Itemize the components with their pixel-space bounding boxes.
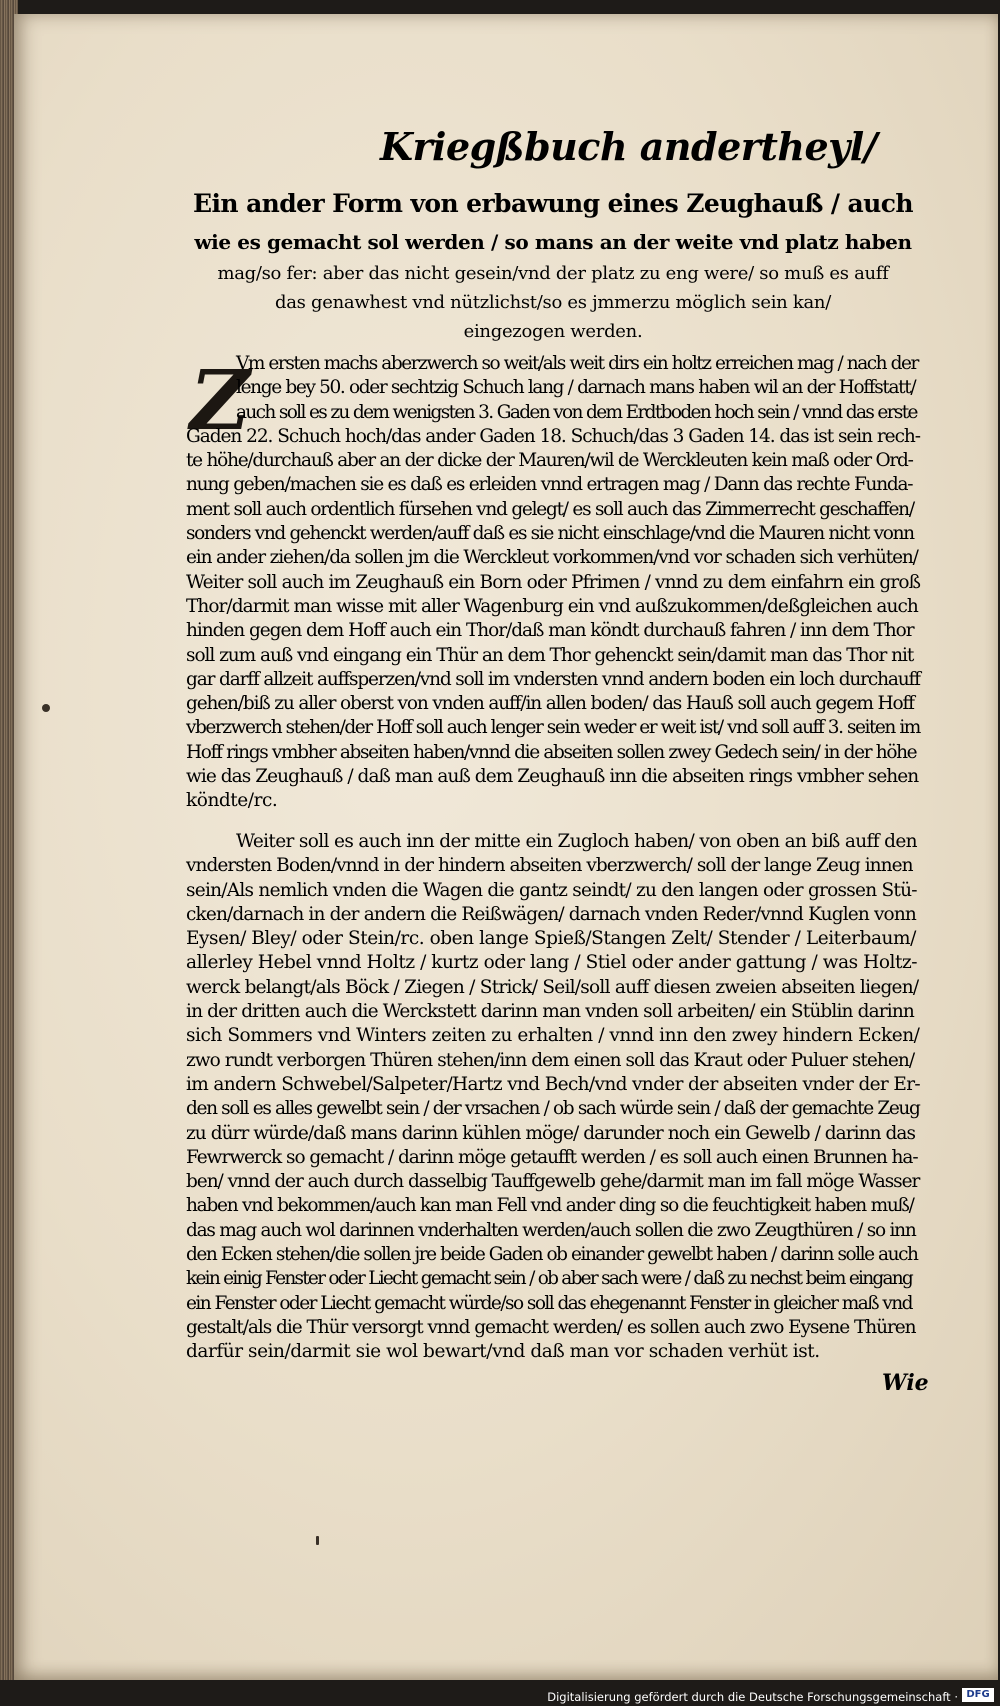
text-line: te höhe/durchauß aber an der dicke der Mauren/wil de Werckleuten kein maß oder Ord- (186, 450, 913, 472)
text-line: sein/Als nemlich vnden die Wagen die gantz seindt/ zu den langen oder grossen Stü- (186, 879, 917, 901)
text-line: hinden gegen dem Hoff auch ein Thor/daß man köndt durchauß fahren / inn dem Thor (186, 620, 914, 642)
text-line: kein einig Fenster oder Liecht gemacht sein / ob aber sach were / daß zu nechst beim eingang (186, 1268, 912, 1290)
paragraph-1 (186, 352, 920, 814)
paragraph-2 (186, 830, 920, 1365)
title-line-3: mag/so fer: aber das nicht gesein/vnd der platz zu eng were/ so muß es auff (217, 263, 889, 284)
text-line: allerley Hebel vnnd Holtz / kurtz oder lang / Stiel oder ander gattung / was Holtz- (186, 952, 918, 974)
text-line: das mag auch wol darinnen vnderhalten werden/auch sollen die zwo Zeugthüren / so inn (186, 1219, 916, 1241)
text-line: köndte/rc. (186, 790, 278, 812)
title-line-1: Ein ander Form von erbawung eines Zeughauß / auch (193, 189, 913, 218)
text-line: soll zum auß vnd eingang ein Thür an dem Thor gehenckt sein/damit man das Thor nit (186, 644, 914, 666)
text-line: zu dürr würde/daß mans darinn kühlen möge/ darunder noch ein Gewelb / darinn das (186, 1122, 915, 1144)
text-line: ein ander ziehen/da sollen jm die Werckleut vorkommen/vnd vor schaden sich verhüten/ (186, 547, 918, 569)
running-head: Kriegßbuch andertheyl/ (380, 124, 878, 169)
text-line: werck belangt/als Böck / Ziegen / Strick/ Seil/soll auff diesen zweien abseiten liegen/ (186, 976, 919, 998)
ink-speck (42, 704, 50, 712)
text-line: darfür sein/darmit sie wol bewart/vnd daß man vor schaden verhüt ist. (186, 1341, 820, 1363)
text-line: Fewrwerck so gemacht / darinn möge getaufft werden / es soll auch einen Brunnen ha- (186, 1146, 918, 1168)
text-line: gehen/biß zu aller oberst von vnden auff/in allen boden/ das Hauß soll auch gegem Hoff (186, 693, 914, 715)
text-line: Gaden 22. Schuch hoch/das ander Gaden 18. Schuch/das 3 Gaden 14. das ist sein rech- (186, 425, 920, 447)
text-line: Vm ersten machs aberzwerch so weit/als weit dirs ein holtz erreichen mag / nach der (236, 353, 918, 374)
text-line: wie das Zeughauß / daß man auß dem Zeughauß inn die abseiten rings vmbher sehen (186, 766, 919, 788)
text-line: sich Sommers vnd Winters zeiten zu erhalten / vnnd inn den zwey hindern Ecken/ (186, 1025, 920, 1047)
ink-speck (316, 1536, 319, 1545)
text-line: gestalt/als die Thür versorgt vnnd gemacht werden/ es sollen auch zwo Eysene Thüren (186, 1316, 916, 1338)
text-line: nung geben/machen sie es daß es erleiden vnnd ertragen mag / Dann das rechte Funda- (186, 474, 913, 496)
text-line: in der dritten auch die Werckstett darinn man vnden soll arbeiten/ ein Stüblin darinn (186, 1001, 914, 1023)
text-line: Thor/darmit man wisse mit aller Wagenburg ein vnd außzukommen/deßgleichen auch (186, 595, 918, 617)
title-line-2: wie es gemacht sol werden / so mans an der weite vnd platz haben (194, 230, 912, 254)
text-line: auch soll es zu dem wenigsten 3. Gaden von dem Erdtboden hoch sein / vnnd das erste (236, 401, 917, 423)
chapter-title (186, 182, 920, 346)
text-line: Weiter soll auch im Zeughauß ein Born oder Pfrimen / vnnd zu dem einfahrn ein groß (186, 571, 921, 593)
title-line-4: das genawhest vnd nützlichst/so es jmmerzu möglich sein kan/ (275, 292, 831, 313)
text-line: ein Fenster oder Liecht gemacht würde/so soll das ehegenannt Fenster in gleicher maß vnd (186, 1292, 912, 1314)
text-line: cken/darnach in der andern die Reißwägen/ darnach vnden Reder/vnnd Kuglen vonn (186, 903, 916, 925)
text-line: Weiter soll es auch inn der mitte ein Zugloch haben/ von oben an biß auff den (236, 831, 917, 852)
text-line: den soll es alles gewelbt sein / der vrsachen / ob sach würde sein / daß der gemachte Zeug (186, 1098, 920, 1120)
catchword: Wie (882, 1370, 929, 1396)
dfg-logo: DFG (962, 1688, 994, 1702)
text-line: zwo rundt verborgen Thüren stehen/inn dem einen soll das Kraut oder Puluer stehen/ (186, 1049, 915, 1071)
drop-cap-initial: Z (190, 353, 250, 449)
text-line: vndersten Boden/vnnd in der hindern abseiten vberzwerch/ soll der lange Zeug innen (186, 855, 913, 877)
text-line: Eysen/ Bley/ oder Stein/rc. oben lange Spieß/Stangen Zelt/ Stender / Leiterbaum/ (186, 928, 916, 950)
text-line: ben/ vnnd der auch durch dasselbig Tauffgewelb gehe/darmit man im fall möge Wasser (186, 1171, 920, 1193)
text-line: im andern Schwebel/Salpeter/Hartz vnd Bech/vnd vnder der abseiten vnder der Er- (186, 1073, 921, 1095)
text-line: Hoff rings vmbher abseiten haben/vnnd die abseiten sollen zwey Gedech sein/ in der höhe (186, 741, 917, 763)
title-line-5: eingezogen werden. (463, 321, 643, 342)
text-line: gar darff allzeit auffsperzen/vnd soll im vndersten vnnd andern boden ein loch durchauff (186, 668, 920, 690)
text-line: haben vnd bekommen/auch kan man Fell vnd ander ding so die feuchtigkeit haben muß/ (186, 1195, 914, 1217)
text-line: den Ecken stehen/die sollen jre beide Gaden ob einander gewelbt haben / darinn solle auch (186, 1244, 918, 1266)
text-line: lenge bey 50. oder sechtzig Schuch lang / darnach mans haben wil an der Hoffstatt/ (236, 377, 916, 399)
text-line: vberzwerch stehen/der Hoff soll auch lenger sein weder er weit ist/ vnd soll auff 3. seiten im (186, 717, 920, 739)
text-line: sonders vnd gehenckt werden/auff daß es sie nicht einschlage/vnd die Mauren nicht vonn (186, 523, 914, 545)
footer-credit: Digitalisierung gefördert durch die Deutsche Forschungsgemeinschaft · (547, 1690, 958, 1704)
text-line: ment soll auch ordentlich fürsehen vnd gelegt/ es soll auch das Zimmerrecht geschaffen/ (186, 498, 914, 520)
